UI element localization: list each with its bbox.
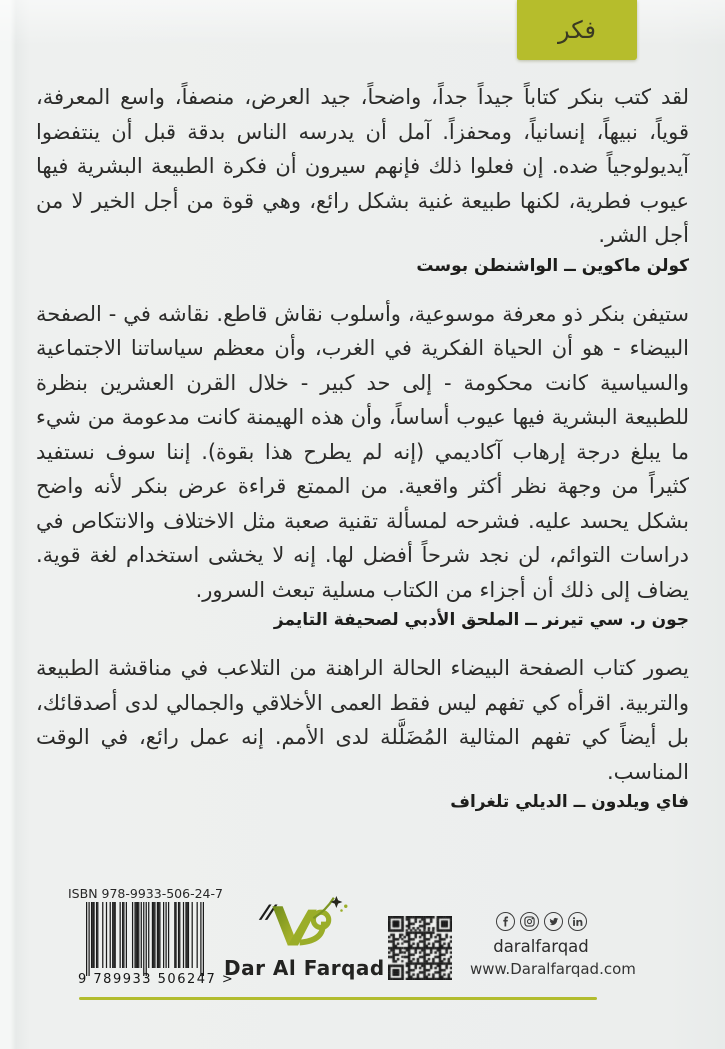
isbn-label: ISBN 978-9933-506-24-7 — [68, 886, 223, 901]
review-quotes-section — [36, 80, 689, 833]
publisher-logo-mark-icon — [238, 896, 358, 954]
barcode-digits: 9 789933 506247 > — [78, 972, 235, 987]
publisher-logo — [224, 896, 385, 980]
social-block — [470, 912, 636, 978]
review-block — [36, 651, 689, 812]
review-paragraph: يصور كتاب الصفحة البيضاء الحالة الراهنة من التلاعب في مناقشة الطبيعة والتربية. اقرأه كي تفهم ليس فقط العمى الأخلاقي والجمالي لدى أصدقائك، بل أيضاً كي تفهم المثالية المُضَلَّلة لدى الأمم. إنه عمل رائع، في الوقت المناسب. — [36, 656, 689, 784]
category-tab-label: فكر — [558, 16, 596, 44]
review-block — [36, 297, 689, 631]
linkedin-icon — [568, 912, 587, 931]
qr-code — [388, 916, 452, 980]
review-attribution: فاي ويلدون ــ الديلي تلغراف — [450, 792, 689, 812]
category-tab — [517, 0, 637, 60]
facebook-icon — [496, 912, 515, 931]
social-icons-row — [470, 912, 612, 931]
review-attribution: جون ر. سي تيرنر ــ الملحق الأدبي لصحيفة التايمز — [273, 610, 689, 630]
review-block — [36, 80, 689, 276]
instagram-icon — [520, 912, 539, 931]
footer-accent-rule — [79, 997, 597, 1000]
twitter-icon — [544, 912, 563, 931]
review-paragraph: ستيفن بنكر ذو معرفة موسوعية، وأسلوب نقاش قاطع. نقاشه في - الصفحة البيضاء - هو أن الحياة الفكرية في الغرب، وأن معظم سياساتنا الاجتماعية والسياسية كانت محكومة - إلى حد كبير - خلال القرن العشرين بنظرة للطبيعة البشرية فيها عيوب أساساً، وأن هذه الهيمنة كانت مدعومة من شيء ما يبلغ درجة إرهاب آكاديمي (إنه لم يطرح هذا بقوة). إننا سوف نستفيد كثيراً من وجهة نظر أكثر واقعية. من الممتع قراءة عرض بنكر لأنه واضح بشكل يحسد عليه. فشرحه لمسألة تقنية صعبة مثل الاختلاف والانتكاص في دراسات التوائم، لن نجد شرحاً أفضل لها. إنه لا يخشى استخدام لغة قوية. يضاف إلى ذلك أن أجزاء من الكتاب مسلية تبعث السرور. — [36, 301, 689, 602]
review-paragraph: لقد كتب بنكر كتاباً جيداً جداً، واضحاً، جيد العرض، منصفاً، واسع المعرفة، قوياً، نبيهاً، إنسانياً، ومحفزاً. آمل أن يدرسه الناس بدقة قبل أن ينتفضوا آيديولوجياً ضده. إن فعلوا ذلك فإنهم سيرون أن فكرة الطبيعة البشرية فيها عيوب فطرية، لكنها طبيعة غنية بشكل رائع، وهي قوة من أجل الخير لا من أجل الشر. — [36, 85, 689, 247]
website-url: www.Daralfarqad.com — [470, 960, 636, 978]
review-attribution: كولن ماكوين ــ الواشنطن بوست — [416, 255, 689, 276]
publisher-name: Dar Al Farqad — [224, 956, 385, 980]
publisher-footer — [0, 884, 725, 1049]
barcode — [86, 902, 204, 976]
social-handle: daralfarqad — [493, 937, 589, 956]
